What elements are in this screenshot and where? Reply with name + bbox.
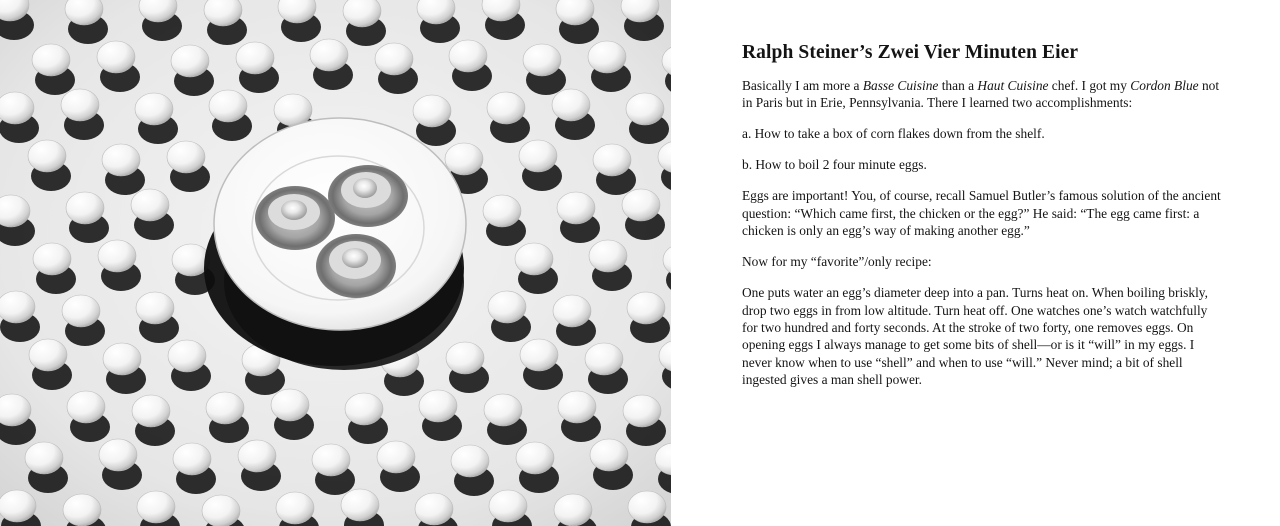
italic-phrase: Basse Cuisine — [862, 78, 939, 93]
fried-egg — [328, 165, 408, 227]
text-line — [742, 77, 1242, 94]
text-run: question: “Which came first, the chicken or the egg?” He said: “The egg came first: a — [742, 205, 1200, 221]
text-line — [742, 284, 1242, 301]
text-run: not — [1198, 78, 1220, 93]
text-run: Basically I am more a — [742, 78, 863, 93]
text-run: in Paris but in Erie, Pennsylvania. There I learned two accomplishments: — [742, 95, 1133, 111]
fried-egg — [255, 186, 335, 250]
recipe-page — [671, 0, 1280, 526]
text-run: ingested gives a man shell power. — [742, 372, 922, 388]
text-line — [742, 222, 1242, 239]
text-line — [742, 205, 1242, 222]
upright-egg — [204, 0, 247, 45]
text-run: One puts water an egg’s diameter deep into a pan. Turns heat on. When boiling briskly, — [742, 285, 1208, 301]
text-run: than a — [938, 78, 978, 93]
recipe-paragraph — [742, 77, 1242, 112]
recipe-title: Ralph Steiner’s Zwei Vier Minuten Eier — [742, 42, 1079, 63]
text-line — [742, 319, 1242, 336]
recipe-paragraph — [742, 253, 1242, 270]
italic-phrase: Cordon Blue — [1130, 78, 1199, 93]
upright-egg — [556, 0, 599, 44]
text-line — [742, 302, 1242, 319]
fried-egg — [316, 234, 396, 298]
text-line — [742, 125, 1242, 142]
recipe-text — [742, 77, 1242, 389]
recipe-paragraph — [742, 156, 1242, 173]
text-line — [742, 336, 1242, 353]
recipe-paragraph — [742, 284, 1242, 388]
text-run: never know when to use “shell” and when to use “will.” Never mind; a bit of shell — [742, 354, 1183, 370]
text-run: a. How to take a box of corn flakes down from the shelf. — [742, 126, 1045, 142]
recipe-paragraph — [742, 125, 1242, 142]
text-run: drop two eggs in from low altitude. Turn heat off. One watches one’s watch watchfully — [742, 302, 1208, 318]
recipe-paragraph — [742, 187, 1242, 239]
text-run: Eggs are important! You, of course, recall Samuel Butler’s famous solution of the ancient — [742, 188, 1221, 204]
plate-with-fried-eggs — [204, 118, 466, 370]
text-line — [742, 371, 1242, 388]
text-line — [742, 354, 1242, 371]
text-line — [742, 94, 1242, 111]
text-line — [742, 187, 1242, 204]
upright-egg — [65, 0, 108, 44]
text-run: b. How to boil 2 four minute eggs. — [742, 157, 927, 173]
text-line — [742, 253, 1242, 270]
upright-egg — [343, 0, 386, 46]
italic-phrase: Haut Cuisine — [977, 78, 1049, 93]
upright-egg — [0, 0, 34, 40]
text-run: Now for my “favorite”/only recipe: — [742, 254, 932, 270]
text-line — [742, 156, 1242, 173]
text-run: chef. I got my — [1048, 78, 1131, 93]
text-run: for two hundred and forty seconds. At the stroke of two forty, one removes eggs. On — [742, 320, 1194, 336]
text-run: chicken is only an egg’s way of making another egg.” — [742, 223, 1030, 239]
text-run: opening eggs I always manage to get some bits of shell—or is it “will” in my eggs. I — [742, 337, 1195, 353]
